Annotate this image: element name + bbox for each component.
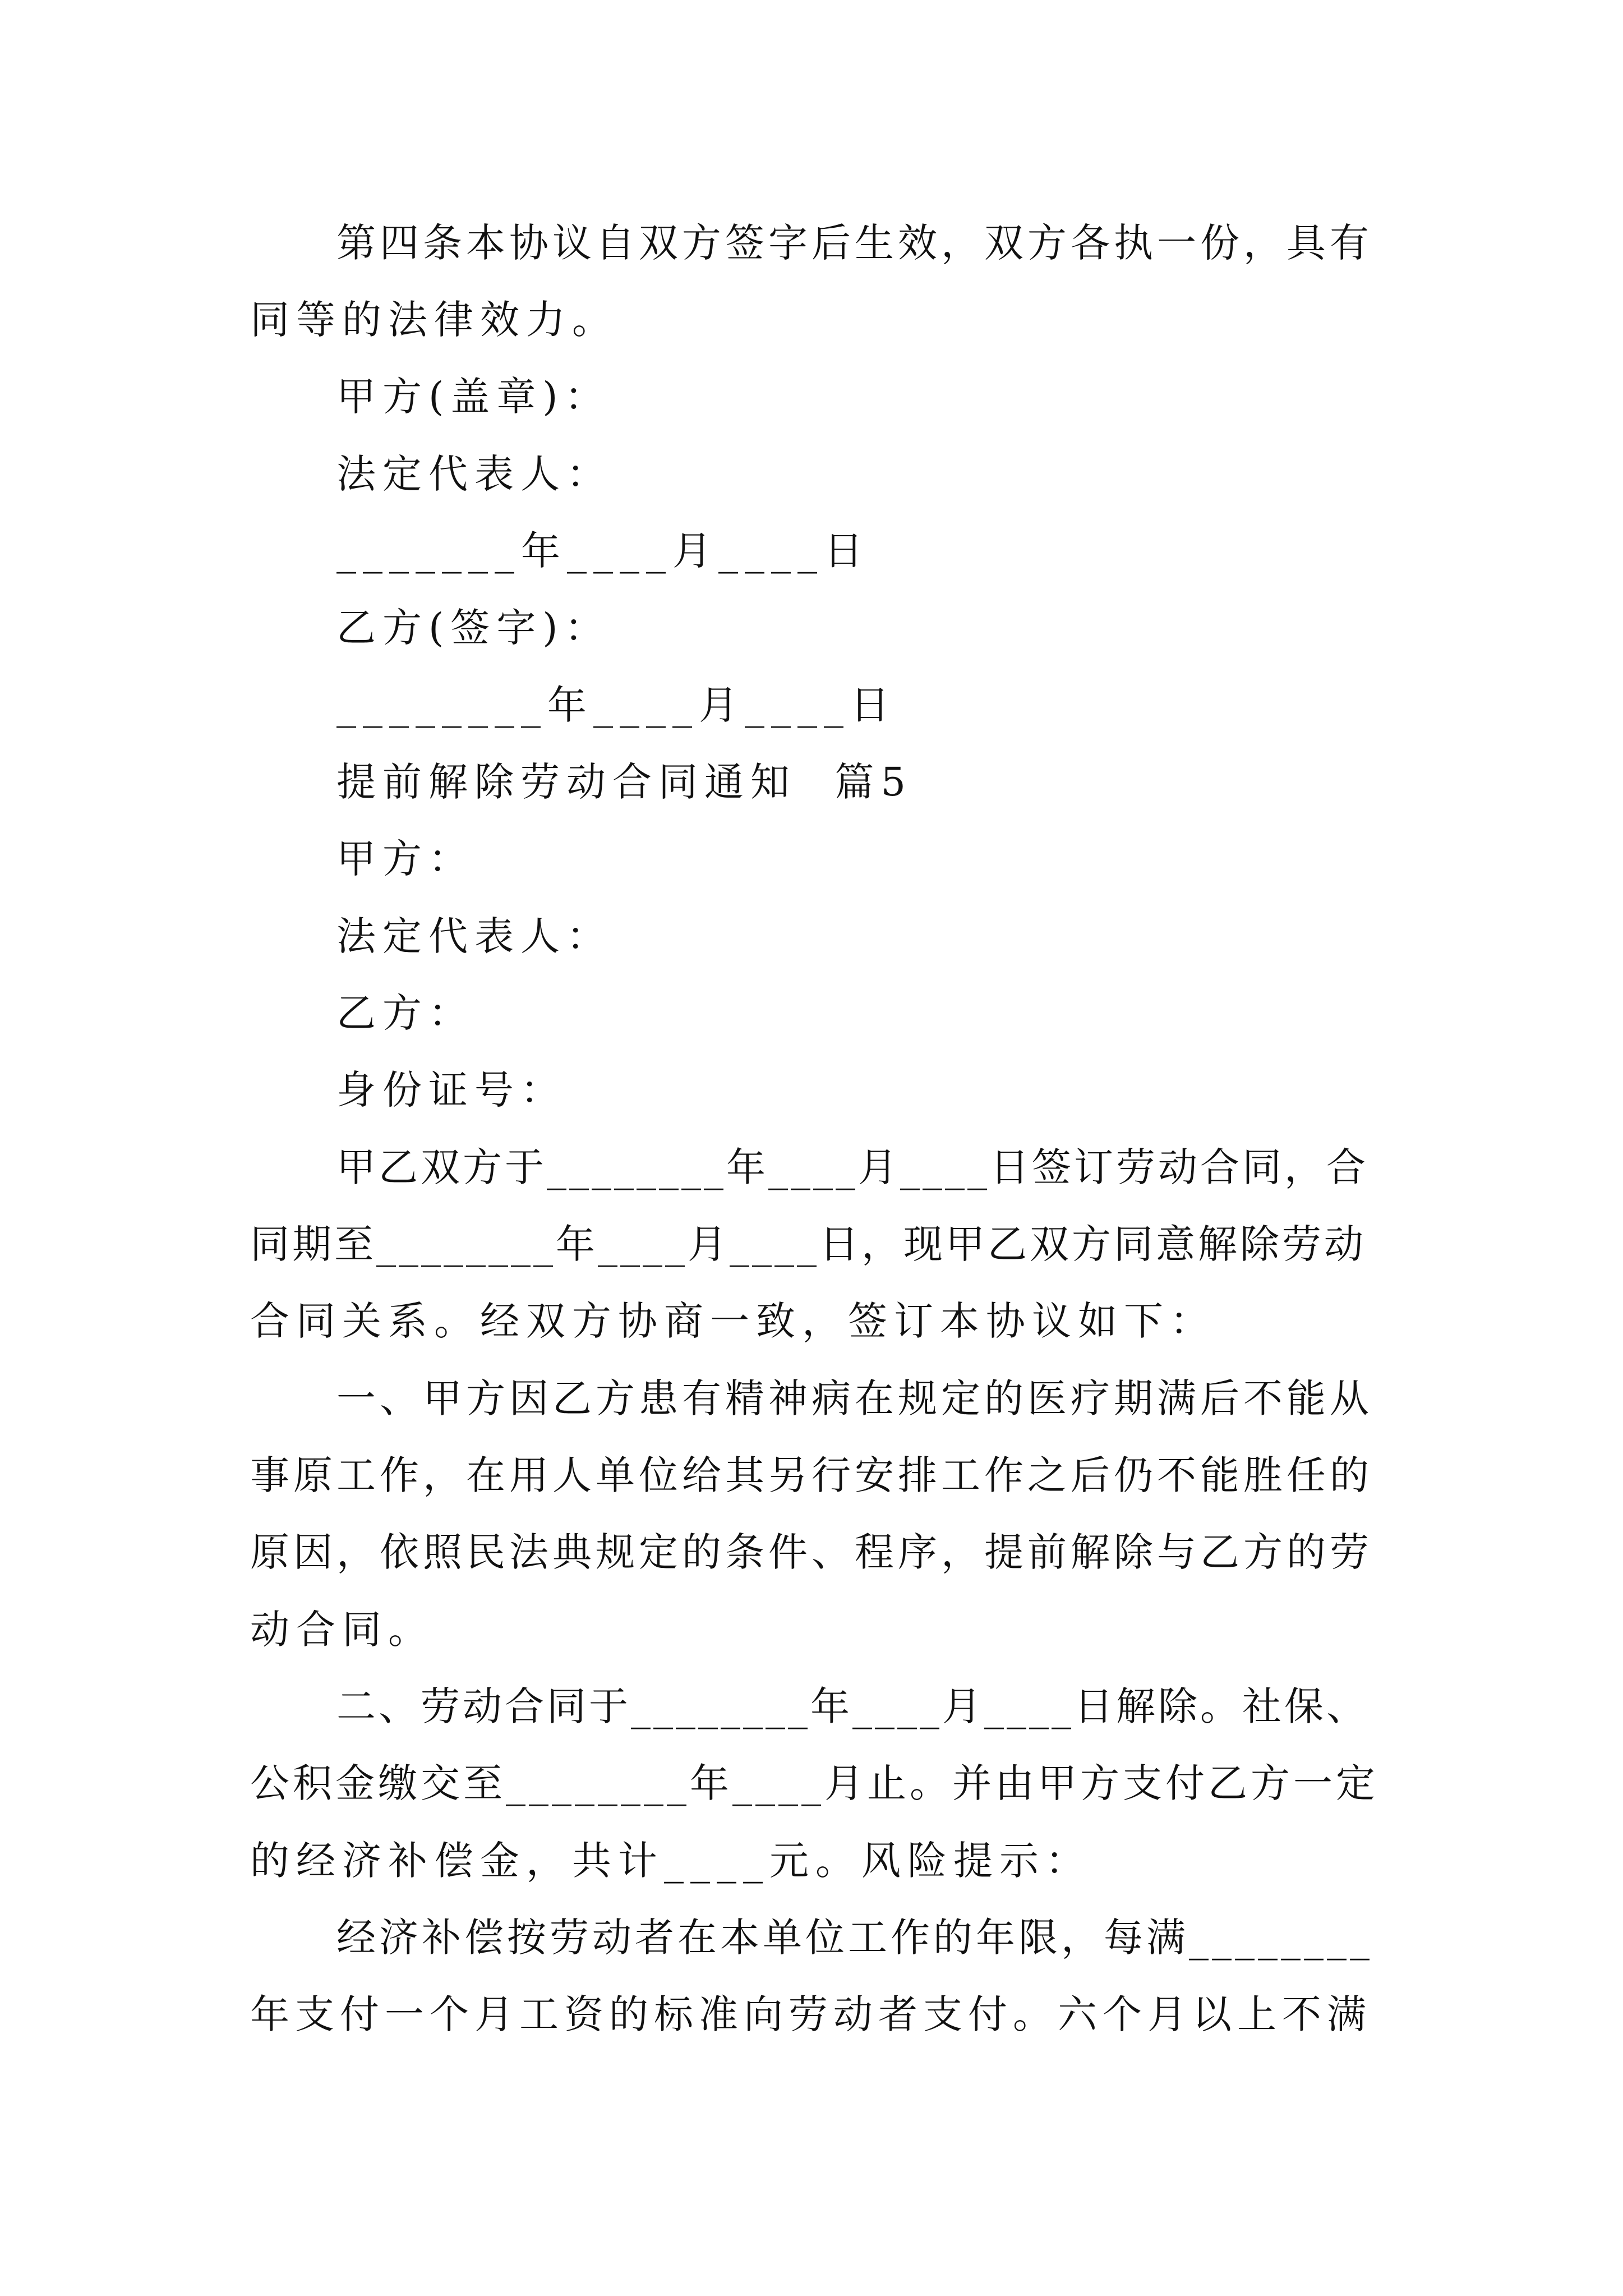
paragraph-line: 甲乙双方于________年____月____日签订劳动合同，合 [336, 1144, 1368, 1190]
party-label: 甲方： [336, 836, 474, 882]
date-blank-line: ________年____月____日 [336, 682, 896, 728]
signature-label: 乙方(签字)： [336, 605, 611, 651]
paragraph-line: 事原工作，在用人单位给其另行安排工作之后仍不能胜任的 [250, 1452, 1373, 1498]
paragraph-line: 动合同。 [250, 1607, 434, 1653]
date-blank-line: _______年____月____日 [336, 528, 870, 574]
signature-label: 甲方(盖章)： [336, 374, 611, 420]
paragraph-line: 公积金缴交至________年____月止。并由甲方支付乙方一定 [250, 1760, 1378, 1806]
paragraph-line: 原因，依照民法典规定的条件、程序，提前解除与乙方的劳 [250, 1529, 1373, 1575]
paragraph-line: 一、甲方因乙方患有精神病在规定的医疗期满后不能从 [336, 1375, 1373, 1421]
paragraph-line: 合同关系。经双方协商一致，签订本协议如下： [250, 1298, 1216, 1344]
paragraph-line: 的经济补偿金，共计____元。风险提示： [250, 1838, 1091, 1884]
party-label: 乙方： [336, 990, 474, 1036]
paragraph-line: 第四条本协议自双方签字后生效，双方各执一份，具有 [336, 220, 1373, 266]
party-label: 法定代表人： [336, 913, 612, 959]
section-title: 提前解除劳动合同通知 篇5 [336, 759, 913, 805]
party-label: 身份证号： [336, 1067, 566, 1113]
paragraph-line: 经济补偿按劳动者在本单位工作的年限，每满________ [336, 1915, 1373, 1961]
paragraph-line: 年支付一个月工资的标准向劳动者支付。六个月以上不满 [250, 1991, 1372, 2037]
paragraph-line: 二、劳动合同于________年____月____日解除。社保、 [336, 1683, 1368, 1729]
signature-label: 法定代表人： [336, 451, 612, 497]
paragraph-line: 同等的法律效力。 [250, 297, 618, 343]
paragraph-line: 同期至________年____月____日，现甲乙双方同意解除劳动 [250, 1221, 1366, 1267]
